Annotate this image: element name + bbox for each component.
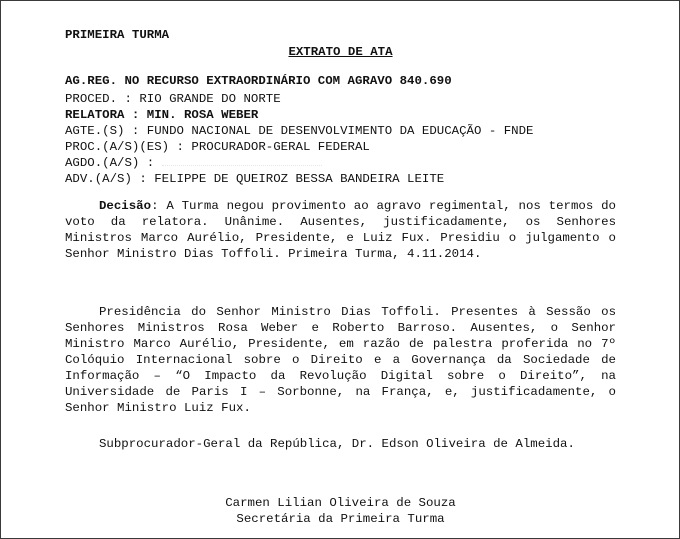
subprocurador-text: Subprocurador-Geral da República, Dr. Edson Oliveira de Almeida. <box>99 437 575 451</box>
field-label: AGDO.(A/S) : <box>65 156 162 170</box>
decisao-label: Decisão <box>99 199 152 213</box>
field-relatora <box>65 107 258 123</box>
signature-name: Carmen Lilian Oliveira de Souza <box>225 496 456 510</box>
field-adv <box>65 171 444 187</box>
field-value: PROCURADOR-GERAL FEDERAL <box>191 140 370 154</box>
signature-role: Secretária da Primeira Turma <box>236 512 445 526</box>
decisao-text: : A Turma negou provimento ao agravo regimental, nos termos do voto da relatora. Unânime. Ausentes, justificadamente, os Senhores Ministros Marco Aurélio, Presidente, e Luiz Fux. Presidiu o julgamento o Senhor Ministro Dias Toffoli. Primeira Turma, 4.11.2014. <box>65 199 616 261</box>
document-title: EXTRATO DE ATA <box>288 45 393 59</box>
redacted-name <box>162 164 322 166</box>
field-value: FELIPPE DE QUEIROZ BESSA BANDEIRA LEITE <box>154 172 445 186</box>
field-value: RIO GRANDE DO NORTE <box>139 92 281 106</box>
decisao-paragraph <box>65 198 616 262</box>
field-proc <box>65 139 370 155</box>
field-label: RELATORA : <box>65 108 147 122</box>
presidencia-text: Presidência do Senhor Ministro Dias Toffoli. Presentes à Sessão os Senhores Ministros Rosa Weber e Roberto Barroso. Ausentes, o Senhor Ministro Marco Aurélio, Presidente, em razão de palestra proferida no 7º Colóquio Internacional sobre o Direito e a Governança da Sociedade de Informação – “O Impacto da Revolução Digital sobre o Direito”, na Universidade de Paris I – Sorbonne, na França, e, justificadamente, o Senhor Ministro Luiz Fux. <box>65 305 616 415</box>
turma-heading: PRIMEIRA TURMA <box>65 28 170 42</box>
field-label: AGTE.(S) : <box>65 124 147 138</box>
field-value: MIN. ROSA WEBER <box>146 108 259 122</box>
field-agte <box>65 123 533 139</box>
field-agdo <box>65 155 322 171</box>
field-label: ADV.(A/S) : <box>65 172 155 186</box>
case-title: AG.REG. NO RECURSO EXTRAORDINÁRIO COM AGRAVO 840.690 <box>65 74 452 88</box>
field-label: PROC.(A/S)(ES) : <box>65 140 192 154</box>
field-label: PROCED. : <box>65 92 140 106</box>
subprocurador-paragraph <box>65 436 616 452</box>
field-value: FUNDO NACIONAL DE DESENVOLVIMENTO DA EDUCAÇÃO - FNDE <box>146 124 534 138</box>
field-proced <box>65 91 281 107</box>
presidencia-paragraph <box>65 304 616 416</box>
